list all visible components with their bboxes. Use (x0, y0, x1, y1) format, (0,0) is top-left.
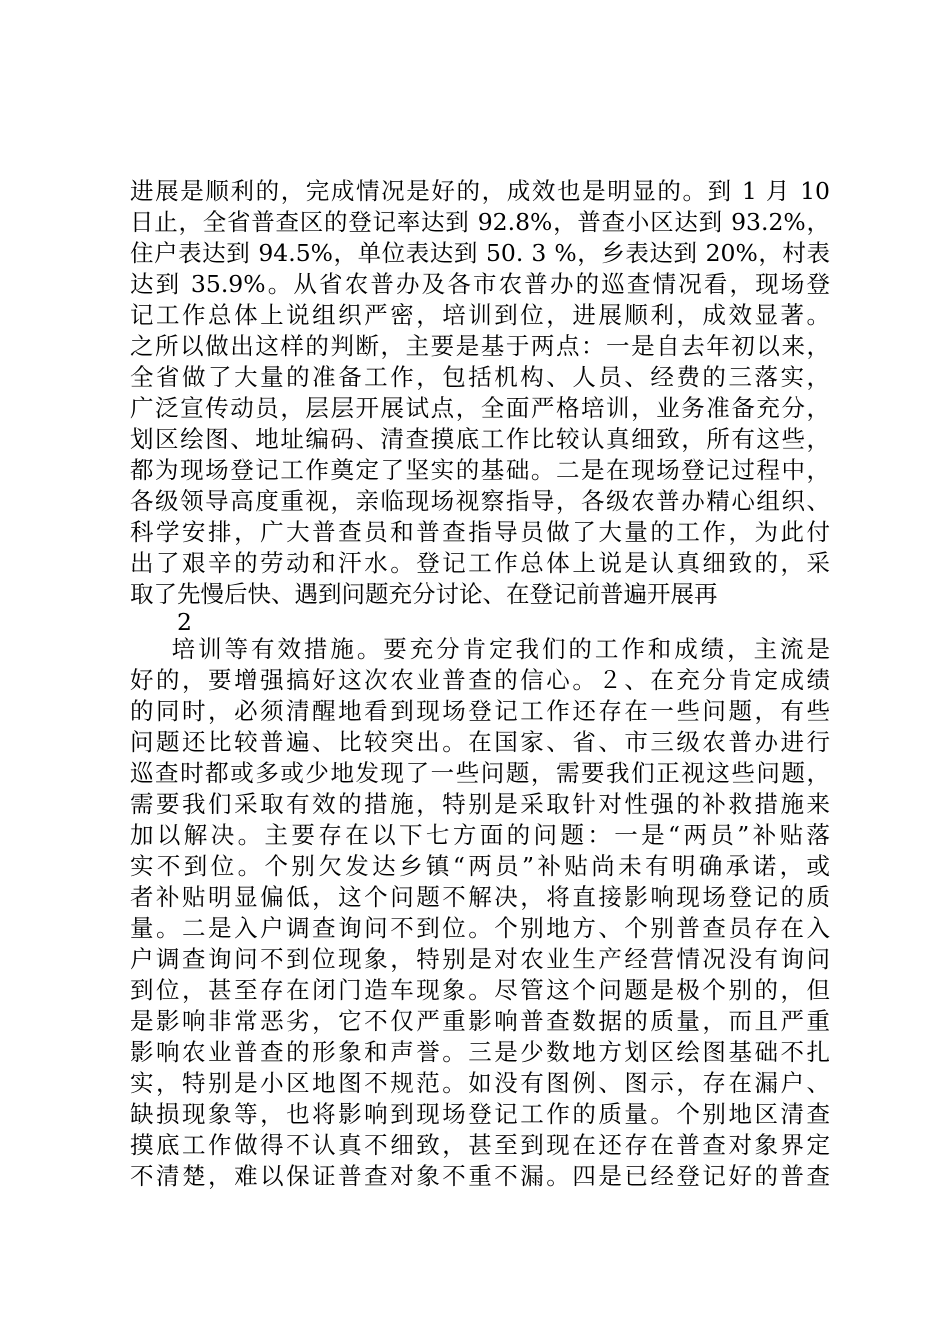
text-line: 取了先慢后快、遇到问题充分讨论、在登记前普遍开展再 (130, 580, 718, 608)
text-line: 加以解决。主要存在以下七方面的问题：一是“两员”补贴落 (130, 821, 830, 849)
text-line: 达到 35.9%。从省农普办及各市农普办的巡查情况看，现场登 (130, 270, 830, 298)
text-line: 好的，要增强搞好这次农业普查的信心。２、在充分肯定成绩 (130, 666, 830, 694)
text-line: 之所以做出这样的判断，主要是基于两点：一是自去年初以来， (130, 332, 830, 360)
text-line: 缺损现象等，也将影响到现场登记工作的质量。个别地区清查 (130, 1100, 830, 1128)
text-line: 户调查询问不到位现象，特别是对农业生产经营情况没有询问 (130, 945, 830, 973)
text-line: 进展是顺利的，完成情况是好的，成效也是明显的。到 1 月 10 (130, 177, 830, 205)
text-line: 各级领导高度重视，亲临现场视察指导，各级农普办精心组织、 (130, 487, 830, 515)
text-line: 全省做了大量的准备工作，包括机构、人员、经费的三落实， (130, 363, 830, 391)
text-line: 影响农业普查的形象和声誉。三是少数地方划区绘图基础不扎 (130, 1038, 830, 1066)
text-line: 问题还比较普遍、比较突出。在国家、省、市三级农普办进行 (130, 728, 830, 756)
text-line: 出了艰辛的劳动和汗水。登记工作总体上说是认真细致的，采 (130, 549, 830, 577)
page-number: 2 (177, 608, 192, 636)
text-line: 实不到位。个别欠发达乡镇“两员”补贴尚未有明确承诺，或 (130, 852, 830, 880)
text-line: 量。二是入户调查询问不到位。个别地方、个别普查员存在入 (130, 914, 830, 942)
text-line: 培训等有效措施。要充分肯定我们的工作和成绩，主流是 (130, 635, 830, 663)
text-line: 实，特别是小区地图不规范。如没有图例、图示，存在漏户、 (130, 1069, 830, 1097)
text-line: 的同时，必须清醒地看到现场登记工作还存在一些问题，有些 (130, 697, 830, 725)
text-line: 是影响非常恶劣，它不仅严重影响普查数据的质量，而且严重 (130, 1007, 830, 1035)
text-line: 者补贴明显偏低，这个问题不解决，将直接影响现场登记的质 (130, 883, 830, 911)
text-line: 科学安排，广大普查员和普查指导员做了大量的工作，为此付 (130, 518, 830, 546)
text-line: 到位，甚至存在闭门造车现象。尽管这个问题是极个别的，但 (130, 976, 830, 1004)
text-line: 日止，全省普查区的登记率达到 92.8%，普查小区达到 93.2%， (130, 208, 830, 236)
text-line: 摸底工作做得不认真不细致，甚至到现在还存在普查对象界定 (130, 1131, 830, 1159)
text-line: 都为现场登记工作奠定了坚实的基础。二是在现场登记过程中， (130, 456, 830, 484)
text-line: 不清楚，难以保证普查对象不重不漏。四是已经登记好的普查 (130, 1162, 830, 1190)
text-line: 记工作总体上说组织严密，培训到位，进展顺利，成效显著。 (130, 301, 830, 329)
text-line: 需要我们采取有效的措施，特别是采取针对性强的补救措施来 (130, 790, 830, 818)
text-line: 划区绘图、地址编码、清查摸底工作比较认真细致，所有这些， (130, 425, 830, 453)
text-line: 住户表达到 94.5%，单位表达到 50. 3 %，乡表达到 20%，村表 (130, 239, 830, 267)
text-line: 广泛宣传动员，层层开展试点，全面严格培训，业务准备充分， (130, 394, 830, 422)
text-line: 巡查时都或多或少地发现了一些问题，需要我们正视这些问题， (130, 759, 830, 787)
